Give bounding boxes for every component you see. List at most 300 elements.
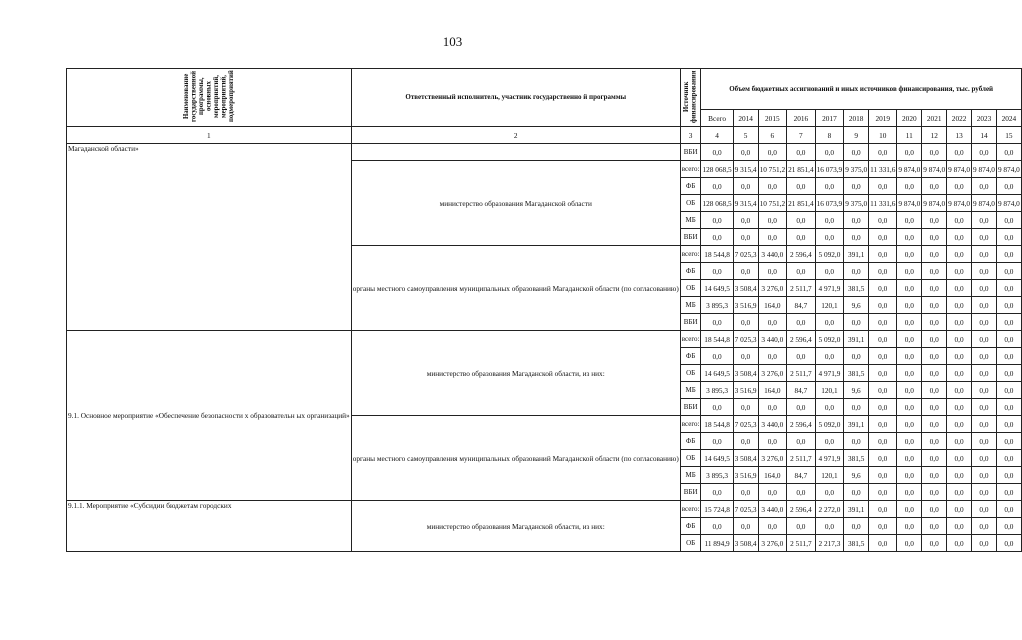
value-cell: 9 375,0 bbox=[844, 161, 869, 178]
source-cell: ОБ bbox=[680, 280, 701, 297]
value-cell: 11 894,9 bbox=[701, 535, 733, 552]
value-cell: 0,0 bbox=[758, 144, 787, 161]
value-cell: 3 508,4 bbox=[733, 450, 758, 467]
value-cell: 9 874,0 bbox=[972, 161, 997, 178]
value-cell: 9 874,0 bbox=[947, 161, 972, 178]
column-number: 13 bbox=[947, 127, 972, 144]
value-cell: 0,0 bbox=[947, 518, 972, 535]
source-cell: МБ bbox=[680, 297, 701, 314]
value-cell: 3 895,3 bbox=[701, 382, 733, 399]
value-cell: 0,0 bbox=[947, 399, 972, 416]
value-cell: 0,0 bbox=[897, 229, 922, 246]
column-number: 1 bbox=[67, 127, 352, 144]
value-cell: 164,0 bbox=[758, 382, 787, 399]
value-cell: 0,0 bbox=[758, 433, 787, 450]
value-cell: 0,0 bbox=[701, 348, 733, 365]
value-cell: 391,1 bbox=[844, 501, 869, 518]
value-cell: 0,0 bbox=[701, 229, 733, 246]
table-row bbox=[67, 331, 1022, 348]
value-cell: 0,0 bbox=[996, 433, 1021, 450]
source-cell: ВБИ bbox=[680, 399, 701, 416]
value-cell: 0,0 bbox=[947, 348, 972, 365]
value-cell: 7 025,3 bbox=[733, 416, 758, 433]
source-cell: ОБ bbox=[680, 535, 701, 552]
value-cell: 0,0 bbox=[996, 382, 1021, 399]
value-cell: 0,0 bbox=[922, 484, 947, 501]
source-cell: ФБ bbox=[680, 433, 701, 450]
value-cell: 18 544,8 bbox=[701, 331, 733, 348]
value-cell: 0,0 bbox=[996, 399, 1021, 416]
value-cell: 18 544,8 bbox=[701, 416, 733, 433]
value-cell: 0,0 bbox=[897, 450, 922, 467]
value-cell: 0,0 bbox=[869, 314, 897, 331]
value-cell: 3 440,0 bbox=[758, 416, 787, 433]
column-number: 7 bbox=[787, 127, 816, 144]
value-cell: 0,0 bbox=[844, 518, 869, 535]
source-cell: МБ bbox=[680, 212, 701, 229]
value-cell: 0,0 bbox=[758, 314, 787, 331]
value-cell: 2 511,7 bbox=[787, 535, 816, 552]
value-cell: 0,0 bbox=[897, 178, 922, 195]
value-cell: 0,0 bbox=[869, 484, 897, 501]
header-year: 2015 bbox=[758, 110, 787, 127]
value-cell: 0,0 bbox=[897, 144, 922, 161]
value-cell: 0,0 bbox=[972, 229, 997, 246]
value-cell: 9,6 bbox=[844, 382, 869, 399]
value-cell: 9 874,0 bbox=[922, 161, 947, 178]
column-number: 12 bbox=[922, 127, 947, 144]
value-cell: 0,0 bbox=[947, 382, 972, 399]
value-cell: 0,0 bbox=[758, 263, 787, 280]
value-cell: 0,0 bbox=[869, 382, 897, 399]
value-cell: 381,5 bbox=[844, 280, 869, 297]
source-cell: МБ bbox=[680, 382, 701, 399]
source-cell: ВБИ bbox=[680, 144, 701, 161]
value-cell: 9,6 bbox=[844, 297, 869, 314]
value-cell: 120,1 bbox=[815, 382, 844, 399]
value-cell: 0,0 bbox=[758, 212, 787, 229]
value-cell: 0,0 bbox=[733, 178, 758, 195]
value-cell: 0,0 bbox=[996, 348, 1021, 365]
value-cell: 0,0 bbox=[972, 246, 997, 263]
value-cell: 0,0 bbox=[996, 314, 1021, 331]
value-cell: 9 315,4 bbox=[733, 195, 758, 212]
value-cell: 0,0 bbox=[733, 484, 758, 501]
value-cell: 11 331,6 bbox=[869, 195, 897, 212]
column-number: 11 bbox=[897, 127, 922, 144]
value-cell: 0,0 bbox=[815, 144, 844, 161]
source-cell: ФБ bbox=[680, 518, 701, 535]
value-cell: 0,0 bbox=[869, 246, 897, 263]
source-cell: всего: bbox=[680, 501, 701, 518]
value-cell: 0,0 bbox=[733, 212, 758, 229]
value-cell: 0,0 bbox=[701, 518, 733, 535]
value-cell: 0,0 bbox=[844, 433, 869, 450]
value-cell: 0,0 bbox=[996, 416, 1021, 433]
value-cell: 0,0 bbox=[733, 433, 758, 450]
source-cell: ОБ bbox=[680, 365, 701, 382]
value-cell: 0,0 bbox=[844, 144, 869, 161]
value-cell: 0,0 bbox=[733, 263, 758, 280]
value-cell: 0,0 bbox=[972, 535, 997, 552]
column-number: 9 bbox=[844, 127, 869, 144]
value-cell: 0,0 bbox=[996, 229, 1021, 246]
value-cell: 0,0 bbox=[947, 178, 972, 195]
value-cell: 0,0 bbox=[972, 212, 997, 229]
header-funding-title: Объем бюджетных ассигнований и иных источников финансирования, тыс. рублей bbox=[701, 69, 1021, 110]
value-cell: 0,0 bbox=[787, 212, 816, 229]
value-cell: 0,0 bbox=[844, 212, 869, 229]
value-cell: 0,0 bbox=[787, 518, 816, 535]
value-cell: 0,0 bbox=[701, 484, 733, 501]
value-cell: 0,0 bbox=[996, 331, 1021, 348]
header-executor: Ответственный исполнитель, участник государственно й программы bbox=[351, 69, 680, 127]
value-cell: 0,0 bbox=[947, 535, 972, 552]
value-cell: 0,0 bbox=[972, 331, 997, 348]
value-cell: 0,0 bbox=[869, 178, 897, 195]
executor-cell: органы местного самоуправления муниципальных образований Магаданской области (по согласованию) bbox=[351, 416, 680, 501]
value-cell: 0,0 bbox=[922, 365, 947, 382]
value-cell: 0,0 bbox=[701, 399, 733, 416]
value-cell: 5 092,0 bbox=[815, 331, 844, 348]
source-cell: всего: bbox=[680, 246, 701, 263]
value-cell: 0,0 bbox=[844, 178, 869, 195]
value-cell: 0,0 bbox=[922, 212, 947, 229]
program-name-cell: Магаданской области» bbox=[67, 144, 352, 331]
value-cell: 21 851,4 bbox=[787, 195, 816, 212]
value-cell: 0,0 bbox=[844, 314, 869, 331]
value-cell: 0,0 bbox=[869, 467, 897, 484]
source-cell: всего: bbox=[680, 331, 701, 348]
value-cell: 0,0 bbox=[922, 331, 947, 348]
value-cell: 0,0 bbox=[972, 297, 997, 314]
value-cell: 0,0 bbox=[996, 263, 1021, 280]
value-cell: 3 276,0 bbox=[758, 365, 787, 382]
value-cell: 9 874,0 bbox=[996, 195, 1021, 212]
value-cell: 391,1 bbox=[844, 246, 869, 263]
value-cell: 2 272,0 bbox=[815, 501, 844, 518]
value-cell: 3 276,0 bbox=[758, 450, 787, 467]
value-cell: 0,0 bbox=[897, 297, 922, 314]
value-cell: 0,0 bbox=[897, 212, 922, 229]
value-cell: 0,0 bbox=[972, 348, 997, 365]
value-cell: 0,0 bbox=[947, 331, 972, 348]
value-cell: 0,0 bbox=[947, 297, 972, 314]
value-cell: 0,0 bbox=[787, 348, 816, 365]
value-cell: 4 971,9 bbox=[815, 450, 844, 467]
value-cell: 0,0 bbox=[897, 416, 922, 433]
value-cell: 381,5 bbox=[844, 365, 869, 382]
column-number: 5 bbox=[733, 127, 758, 144]
page-number: 103 bbox=[442, 34, 463, 49]
value-cell: 5 092,0 bbox=[815, 246, 844, 263]
value-cell: 0,0 bbox=[972, 433, 997, 450]
value-cell: 18 544,8 bbox=[701, 246, 733, 263]
value-cell: 3 440,0 bbox=[758, 331, 787, 348]
value-cell: 0,0 bbox=[897, 263, 922, 280]
value-cell: 0,0 bbox=[947, 450, 972, 467]
value-cell: 0,0 bbox=[996, 246, 1021, 263]
value-cell: 0,0 bbox=[844, 229, 869, 246]
value-cell: 9 874,0 bbox=[972, 195, 997, 212]
value-cell: 0,0 bbox=[922, 382, 947, 399]
value-cell: 0,0 bbox=[869, 450, 897, 467]
value-cell: 0,0 bbox=[947, 246, 972, 263]
value-cell: 0,0 bbox=[844, 484, 869, 501]
value-cell: 0,0 bbox=[922, 416, 947, 433]
value-cell: 7 025,3 bbox=[733, 501, 758, 518]
header-year: 2021 bbox=[922, 110, 947, 127]
value-cell: 0,0 bbox=[972, 280, 997, 297]
value-cell: 0,0 bbox=[922, 518, 947, 535]
value-cell: 0,0 bbox=[758, 518, 787, 535]
value-cell: 84,7 bbox=[787, 382, 816, 399]
value-cell: 0,0 bbox=[869, 518, 897, 535]
value-cell: 0,0 bbox=[996, 518, 1021, 535]
value-cell: 0,0 bbox=[844, 399, 869, 416]
value-cell: 0,0 bbox=[869, 535, 897, 552]
value-cell: 0,0 bbox=[815, 178, 844, 195]
value-cell: 5 092,0 bbox=[815, 416, 844, 433]
value-cell: 0,0 bbox=[869, 144, 897, 161]
value-cell: 0,0 bbox=[996, 144, 1021, 161]
value-cell: 0,0 bbox=[787, 263, 816, 280]
header-year: 2023 bbox=[972, 110, 997, 127]
column-number: 10 bbox=[869, 127, 897, 144]
value-cell: 0,0 bbox=[947, 433, 972, 450]
value-cell: 0,0 bbox=[869, 433, 897, 450]
value-cell: 0,0 bbox=[897, 399, 922, 416]
value-cell: 0,0 bbox=[972, 314, 997, 331]
value-cell: 0,0 bbox=[922, 297, 947, 314]
value-cell: 2 511,7 bbox=[787, 365, 816, 382]
value-cell: 0,0 bbox=[869, 297, 897, 314]
value-cell: 3 508,4 bbox=[733, 365, 758, 382]
value-cell: 10 751,2 bbox=[758, 195, 787, 212]
value-cell: 0,0 bbox=[996, 178, 1021, 195]
value-cell: 2 217,3 bbox=[815, 535, 844, 552]
value-cell: 0,0 bbox=[815, 518, 844, 535]
header-year: 2014 bbox=[733, 110, 758, 127]
value-cell: 128 068,5 bbox=[701, 195, 733, 212]
value-cell: 0,0 bbox=[897, 246, 922, 263]
source-cell: ОБ bbox=[680, 195, 701, 212]
value-cell: 0,0 bbox=[996, 467, 1021, 484]
executor-cell bbox=[351, 144, 680, 161]
value-cell: 0,0 bbox=[972, 518, 997, 535]
value-cell: 0,0 bbox=[972, 365, 997, 382]
value-cell: 15 724,8 bbox=[701, 501, 733, 518]
header-name-text: Наименование государственной программы, основных мероприятий, мероприятий, подмероприятий bbox=[182, 70, 235, 123]
value-cell: 0,0 bbox=[701, 263, 733, 280]
value-cell: 0,0 bbox=[972, 501, 997, 518]
value-cell: 4 971,9 bbox=[815, 280, 844, 297]
value-cell: 9 874,0 bbox=[897, 195, 922, 212]
value-cell: 84,7 bbox=[787, 467, 816, 484]
value-cell: 0,0 bbox=[733, 229, 758, 246]
value-cell: 0,0 bbox=[996, 280, 1021, 297]
value-cell: 0,0 bbox=[922, 144, 947, 161]
value-cell: 2 511,7 bbox=[787, 280, 816, 297]
header-year: 2019 bbox=[869, 110, 897, 127]
value-cell: 4 971,9 bbox=[815, 365, 844, 382]
value-cell: 16 073,9 bbox=[815, 161, 844, 178]
value-cell: 0,0 bbox=[947, 263, 972, 280]
source-cell: МБ bbox=[680, 467, 701, 484]
value-cell: 164,0 bbox=[758, 297, 787, 314]
value-cell: 0,0 bbox=[996, 501, 1021, 518]
value-cell: 0,0 bbox=[972, 263, 997, 280]
value-cell: 3 508,4 bbox=[733, 535, 758, 552]
value-cell: 9 874,0 bbox=[947, 195, 972, 212]
value-cell: 0,0 bbox=[758, 399, 787, 416]
header-year: 2016 bbox=[787, 110, 816, 127]
header-year: 2024 bbox=[996, 110, 1021, 127]
value-cell: 0,0 bbox=[869, 501, 897, 518]
value-cell: 0,0 bbox=[897, 365, 922, 382]
value-cell: 0,0 bbox=[947, 416, 972, 433]
value-cell: 0,0 bbox=[733, 144, 758, 161]
column-number: 2 bbox=[351, 127, 680, 144]
value-cell: 0,0 bbox=[922, 263, 947, 280]
value-cell: 0,0 bbox=[869, 229, 897, 246]
value-cell: 0,0 bbox=[787, 433, 816, 450]
value-cell: 0,0 bbox=[869, 416, 897, 433]
value-cell: 0,0 bbox=[897, 501, 922, 518]
column-number: 15 bbox=[996, 127, 1021, 144]
value-cell: 10 751,2 bbox=[758, 161, 787, 178]
value-cell: 0,0 bbox=[922, 229, 947, 246]
value-cell: 0,0 bbox=[972, 178, 997, 195]
value-cell: 381,5 bbox=[844, 535, 869, 552]
value-cell: 391,1 bbox=[844, 331, 869, 348]
value-cell: 9 874,0 bbox=[996, 161, 1021, 178]
value-cell: 0,0 bbox=[701, 433, 733, 450]
value-cell: 0,0 bbox=[897, 433, 922, 450]
value-cell: 0,0 bbox=[844, 348, 869, 365]
value-cell: 2 596,4 bbox=[787, 501, 816, 518]
value-cell: 2 596,4 bbox=[787, 331, 816, 348]
value-cell: 0,0 bbox=[996, 365, 1021, 382]
value-cell: 0,0 bbox=[996, 212, 1021, 229]
value-cell: 0,0 bbox=[947, 212, 972, 229]
value-cell: 0,0 bbox=[815, 433, 844, 450]
value-cell: 0,0 bbox=[922, 314, 947, 331]
value-cell: 0,0 bbox=[787, 484, 816, 501]
value-cell: 0,0 bbox=[758, 348, 787, 365]
value-cell: 0,0 bbox=[815, 484, 844, 501]
value-cell: 0,0 bbox=[947, 501, 972, 518]
value-cell: 0,0 bbox=[815, 263, 844, 280]
value-cell: 0,0 bbox=[758, 484, 787, 501]
executor-cell: министерство образования Магаданской области bbox=[351, 161, 680, 246]
executor-cell: министерство образования Магаданской области, из них: bbox=[351, 501, 680, 552]
value-cell: 3 895,3 bbox=[701, 467, 733, 484]
source-cell: всего: bbox=[680, 161, 701, 178]
value-cell: 0,0 bbox=[922, 178, 947, 195]
value-cell: 0,0 bbox=[947, 144, 972, 161]
value-cell: 0,0 bbox=[897, 467, 922, 484]
value-cell: 0,0 bbox=[897, 382, 922, 399]
value-cell: 0,0 bbox=[815, 212, 844, 229]
header-source bbox=[680, 69, 701, 127]
value-cell: 3 516,9 bbox=[733, 467, 758, 484]
value-cell: 128 068,5 bbox=[701, 161, 733, 178]
value-cell: 11 331,6 bbox=[869, 161, 897, 178]
value-cell: 0,0 bbox=[733, 518, 758, 535]
table-row bbox=[67, 144, 1022, 161]
header-name bbox=[67, 69, 352, 127]
value-cell: 120,1 bbox=[815, 297, 844, 314]
value-cell: 3 440,0 bbox=[758, 246, 787, 263]
header-year: 2022 bbox=[947, 110, 972, 127]
value-cell: 0,0 bbox=[869, 348, 897, 365]
source-cell: ОБ bbox=[680, 450, 701, 467]
value-cell: 0,0 bbox=[922, 348, 947, 365]
executor-cell: органы местного самоуправления муниципальных образований Магаданской области (по согласованию) bbox=[351, 246, 680, 331]
value-cell: 0,0 bbox=[897, 280, 922, 297]
value-cell: 0,0 bbox=[701, 144, 733, 161]
value-cell: 120,1 bbox=[815, 467, 844, 484]
value-cell: 0,0 bbox=[972, 144, 997, 161]
value-cell: 0,0 bbox=[972, 382, 997, 399]
value-cell: 0,0 bbox=[922, 246, 947, 263]
value-cell: 0,0 bbox=[869, 331, 897, 348]
value-cell: 84,7 bbox=[787, 297, 816, 314]
value-cell: 391,1 bbox=[844, 416, 869, 433]
value-cell: 0,0 bbox=[897, 331, 922, 348]
column-number: 8 bbox=[815, 127, 844, 144]
value-cell: 2 596,4 bbox=[787, 246, 816, 263]
header-year: 2018 bbox=[844, 110, 869, 127]
value-cell: 0,0 bbox=[972, 467, 997, 484]
value-cell: 0,0 bbox=[701, 314, 733, 331]
value-cell: 9,6 bbox=[844, 467, 869, 484]
value-cell: 9 874,0 bbox=[922, 195, 947, 212]
value-cell: 0,0 bbox=[787, 229, 816, 246]
value-cell: 3 516,9 bbox=[733, 382, 758, 399]
value-cell: 0,0 bbox=[787, 314, 816, 331]
value-cell: 0,0 bbox=[869, 212, 897, 229]
value-cell: 0,0 bbox=[996, 484, 1021, 501]
value-cell: 0,0 bbox=[844, 263, 869, 280]
source-cell: ВБИ bbox=[680, 484, 701, 501]
value-cell: 21 851,4 bbox=[787, 161, 816, 178]
value-cell: 381,5 bbox=[844, 450, 869, 467]
value-cell: 0,0 bbox=[996, 297, 1021, 314]
value-cell: 0,0 bbox=[787, 144, 816, 161]
budget-table bbox=[66, 68, 1022, 552]
value-cell: 0,0 bbox=[947, 229, 972, 246]
value-cell: 0,0 bbox=[701, 178, 733, 195]
value-cell: 0,0 bbox=[922, 450, 947, 467]
value-cell: 0,0 bbox=[972, 399, 997, 416]
value-cell: 3 276,0 bbox=[758, 280, 787, 297]
value-cell: 0,0 bbox=[922, 467, 947, 484]
program-name-cell: 9.1.1. Мероприятие «Субсидии бюджетам городских bbox=[67, 501, 352, 552]
source-cell: ФБ bbox=[680, 263, 701, 280]
value-cell: 0,0 bbox=[815, 314, 844, 331]
value-cell: 0,0 bbox=[947, 280, 972, 297]
value-cell: 0,0 bbox=[922, 433, 947, 450]
value-cell: 3 516,9 bbox=[733, 297, 758, 314]
value-cell: 0,0 bbox=[972, 450, 997, 467]
value-cell: 0,0 bbox=[922, 501, 947, 518]
value-cell: 0,0 bbox=[897, 535, 922, 552]
value-cell: 0,0 bbox=[815, 229, 844, 246]
value-cell: 0,0 bbox=[996, 450, 1021, 467]
value-cell: 16 073,9 bbox=[815, 195, 844, 212]
